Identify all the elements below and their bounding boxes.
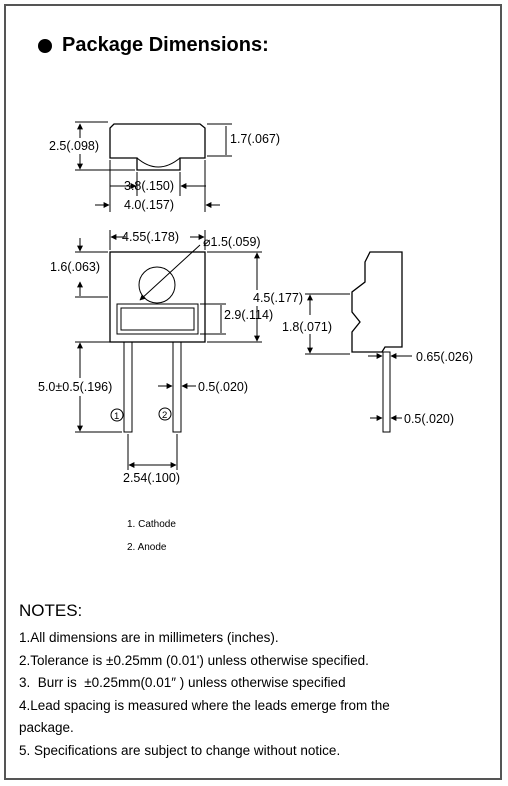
dim-leader (140, 245, 200, 300)
dim-body-height: 4.5(.177) (253, 291, 304, 305)
page-title-text: Package Dimensions: (62, 34, 269, 56)
note-item: 5. Specifications are subject to change without notice. (19, 742, 341, 758)
note-item: 1.All dimensions are in millimeters (inches). (19, 630, 279, 645)
dim-side-lead-width: 0.5(.020) (404, 412, 455, 426)
dim-side-lead-thickness: 0.65(.026) (416, 350, 473, 364)
notes-heading: NOTES: (19, 601, 83, 620)
legend-anode: 2. Anode (127, 542, 167, 553)
dim-top-step: 1.7(.067) (230, 132, 281, 146)
notes-section (19, 601, 390, 762)
dim-top-height: 2.5(.098) (49, 139, 100, 153)
dim-top-offset: 1.6(.063) (50, 260, 101, 274)
top-view-body (110, 124, 205, 170)
dim-side-lens-height: 1.8(.071) (282, 320, 333, 334)
pin1-label: 1 (114, 411, 120, 422)
side-view-body (352, 252, 402, 432)
dim-body-width-top: 4.0(.157) (124, 198, 175, 212)
dim-front-width: 4.55(.178) (122, 230, 179, 244)
legend-cathode: 1. Cathode (127, 519, 176, 530)
dim-lens-diameter: ⌀1.5(.059) (203, 235, 261, 249)
dim-lens-width: 3.8(.150) (124, 179, 175, 193)
lead-2 (173, 342, 181, 432)
lead-1 (124, 342, 132, 432)
note-item: 2.Tolerance is ±0.25mm (0.01') unless otherwise specified. (19, 652, 369, 668)
note-item: 4.Lead spacing is measured where the leads emerge from the (19, 697, 390, 713)
pin2-label: 2 (162, 410, 168, 421)
note-item: package. (19, 720, 74, 735)
note-item: 3. Burr is ±0.25mm(0.01″ ) unless otherwise specified (19, 675, 346, 690)
front-view-body (110, 252, 205, 342)
dim-lead-width: 0.5(.020) (198, 380, 249, 394)
dim-lead-length: 5.0±0.5(.196) (38, 380, 113, 394)
dim-window-height: 2.9(.114) (224, 308, 274, 322)
dim-lead-spacing: 2.54(.100) (123, 471, 180, 485)
